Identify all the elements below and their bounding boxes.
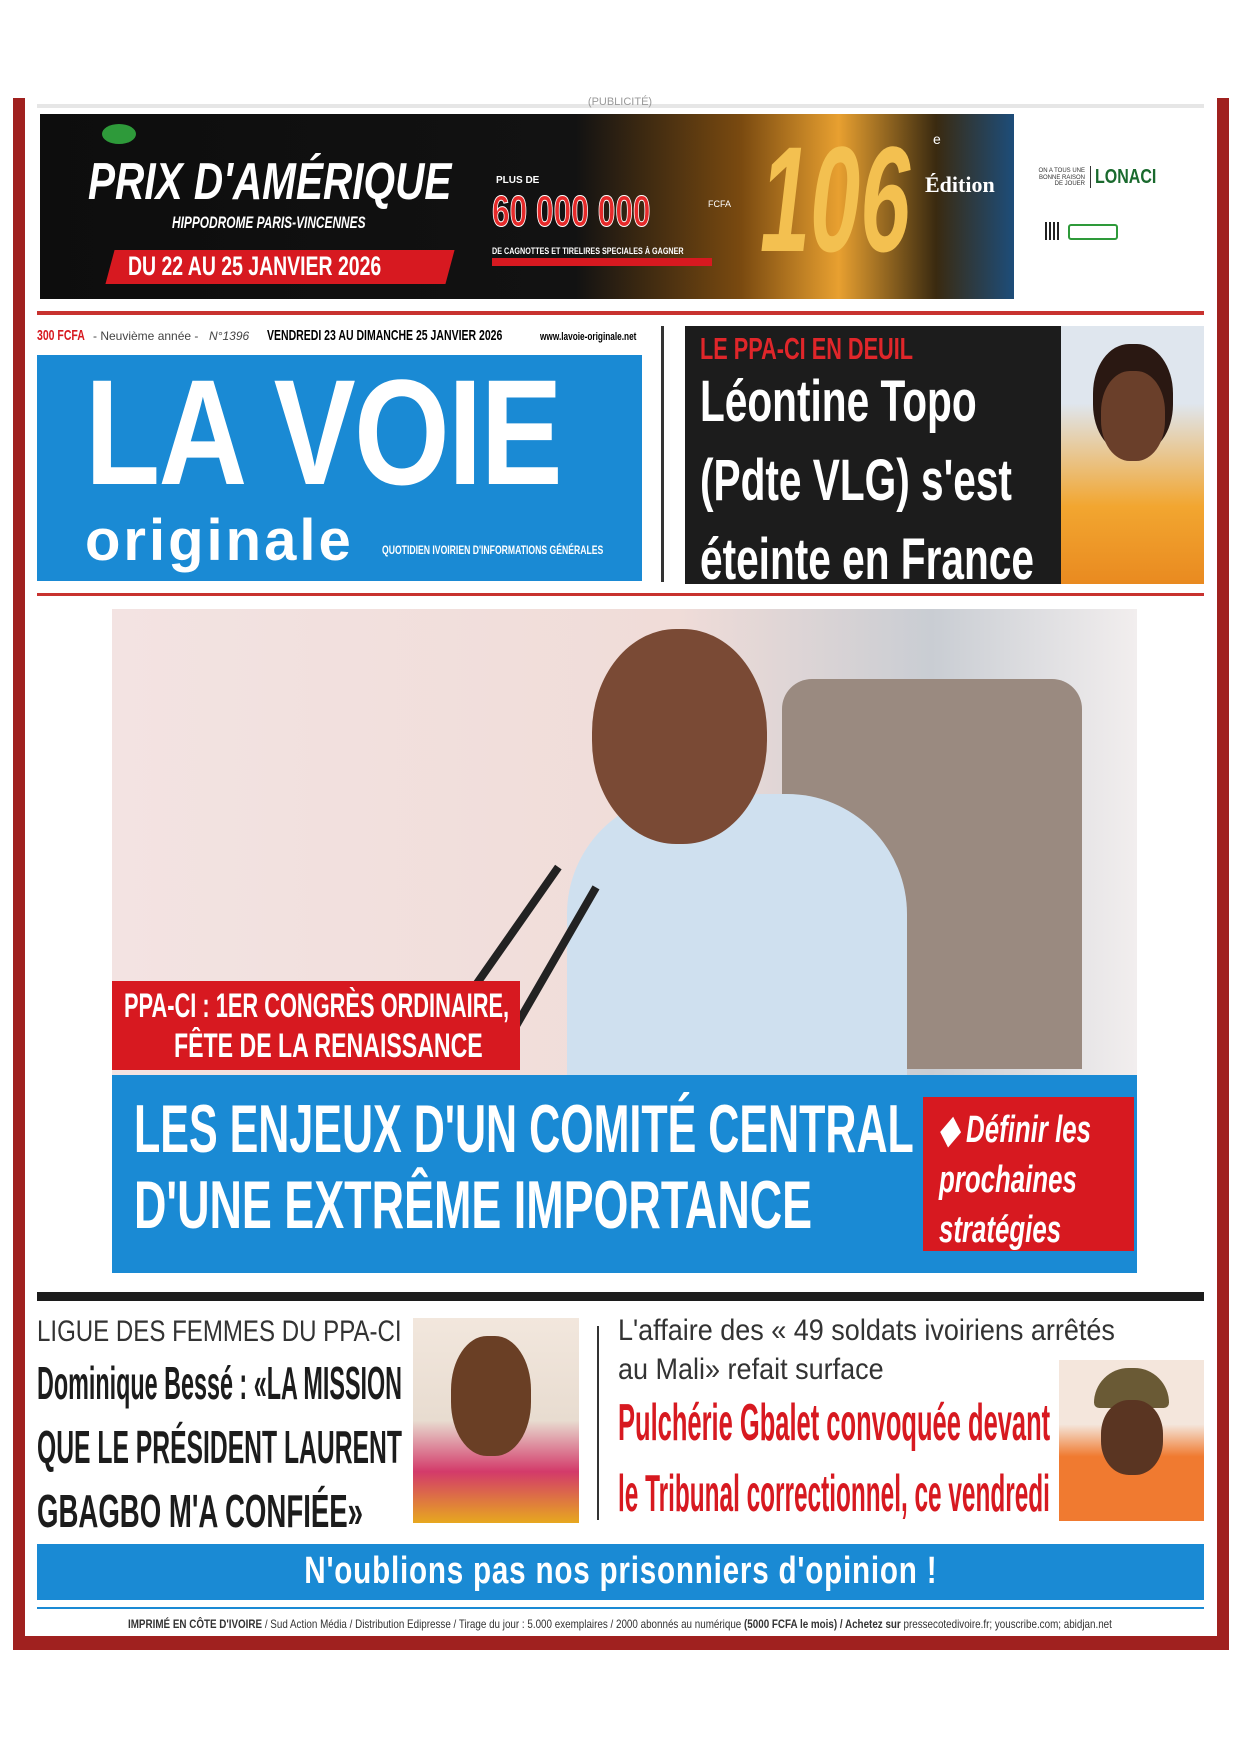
ad-venue: HIPPODROME PARIS-VINCENNES — [172, 213, 366, 232]
story-left-photo — [413, 1318, 579, 1523]
masthead-logo — [37, 348, 642, 581]
lead-sidebar-line: stratégies — [939, 1209, 1062, 1251]
divider — [37, 311, 1204, 315]
ad-prize-prefix: PLUS DE — [496, 175, 540, 186]
story-left-headline-line: QUE LE PRÉSIDENT LAURENT — [37, 1421, 402, 1473]
footer-bold: IMPRIMÉ EN CÔTE D'IVOIRE — [128, 1617, 263, 1631]
ad-dates: DU 22 AU 25 JANVIER 2026 — [128, 251, 382, 281]
story-left-kicker: LIGUE DES FEMMES DU PPA-CI — [37, 1315, 402, 1348]
story-right-kicker-line: au Mali» refait surface — [618, 1353, 884, 1386]
lead-sidebar-line: prochaines — [939, 1159, 1077, 1201]
footer — [0, 1614, 1240, 1633]
lead-kicker-line: PPA-CI : 1ER CONGRÈS ORDINAIRE, — [124, 987, 510, 1025]
top-story-headline-line: Léontine Topo — [700, 369, 977, 434]
newspaper-title: LA VOIE — [85, 348, 562, 516]
masthead-info — [37, 328, 642, 348]
website-link[interactable]: www.lavoie-originale.net — [540, 331, 637, 343]
story-left[interactable] — [37, 1314, 407, 1549]
story-right-headline-line: le Tribunal correctionnel, ce vendredi — [618, 1465, 1050, 1523]
ad-edition-suffix: e — [933, 131, 941, 147]
lead-sidebar — [923, 1097, 1134, 1251]
divider — [37, 1607, 1204, 1609]
ad-prize-unit: FCFA — [708, 199, 732, 209]
banner-text: N'oublions pas nos prisonniers d'opinion ! — [303, 1550, 938, 1592]
story-left-headline-line: Dominique Bessé : «LA MISSION — [37, 1357, 403, 1409]
top-story[interactable] — [685, 326, 1061, 592]
price: 300 FCFA — [37, 327, 85, 344]
lead-kicker — [112, 981, 520, 1070]
ad-banner[interactable] — [40, 114, 1014, 299]
partner-logo-icon — [1068, 224, 1118, 240]
story-right-kicker-line: L'affaire des « 49 soldats ivoiriens arrêtés — [618, 1314, 1115, 1347]
sponsor-logo: LONACI — [1095, 166, 1157, 188]
top-story-headline-line: (Pdte VLG) s'est — [700, 448, 1012, 513]
issue-number: N°1396 — [209, 329, 250, 343]
footer-text: pressecotedivoire.fr; youscribe.com; abidjan.net — [900, 1617, 1112, 1631]
divider — [597, 1326, 599, 1520]
ad-edition-label: Édition — [925, 172, 995, 197]
story-right-headline-line: Pulchérie Gbalet convoquée devant — [618, 1394, 1051, 1452]
year: - Neuvième année - — [93, 329, 199, 343]
lead-sidebar-line: ◆ Définir les — [939, 1109, 1091, 1151]
story-right-photo — [1059, 1360, 1204, 1521]
lead-headline-line: D'UNE EXTRÊME IMPORTANCE — [134, 1167, 813, 1243]
ad-prize: 60 000 000 — [492, 187, 651, 236]
ad-edition-number: 106 — [760, 115, 911, 283]
ad-title: PRIX D'AMÉRIQUE — [88, 153, 452, 211]
tagline: QUOTIDIEN IVOIRIEN D'INFORMATIONS GÉNÉRALES — [382, 543, 604, 557]
issue-date: VENDREDI 23 AU DIMANCHE 25 JANVIER 2026 — [267, 327, 503, 344]
story-left-headline-line: GBAGBO M'A CONFIÉE» — [37, 1485, 364, 1537]
divider — [37, 593, 1204, 596]
ad-label: (PUBLICITÉ) — [587, 96, 653, 108]
sponsor-tagline: ON A TOUS UNE BONNE RAISON DE JOUER — [1038, 168, 1085, 188]
ad-prize-desc: DE CAGNOTTES ET TIRELIRES SPECIALES À GAGNER — [492, 246, 684, 256]
bottom-banner — [37, 1544, 1204, 1600]
footer-text: / Sud Action Média / Distribution Edipresse / Tirage du jour : 5.000 exemplaires / 2000 abonnés au numérique — [262, 1617, 745, 1631]
top-story-kicker: LE PPA-CI EN DEUIL — [700, 331, 913, 366]
lead-headline-line: LES ENJEUX D'UN COMITÉ CENTRAL — [134, 1091, 914, 1167]
lead-kicker-line: FÊTE DE LA RENAISSANCE — [174, 1027, 483, 1065]
top-story-photo — [1061, 326, 1204, 584]
newspaper-subtitle: originale — [85, 508, 354, 573]
pmu-logo-icon — [102, 124, 136, 144]
qr-code-icon — [1045, 222, 1061, 240]
divider — [37, 1292, 1204, 1301]
divider — [661, 326, 664, 582]
top-story-headline-line: éteinte en France — [700, 527, 1034, 592]
footer-bold: (5000 FCFA le mois) / Achetez sur — [744, 1617, 901, 1631]
